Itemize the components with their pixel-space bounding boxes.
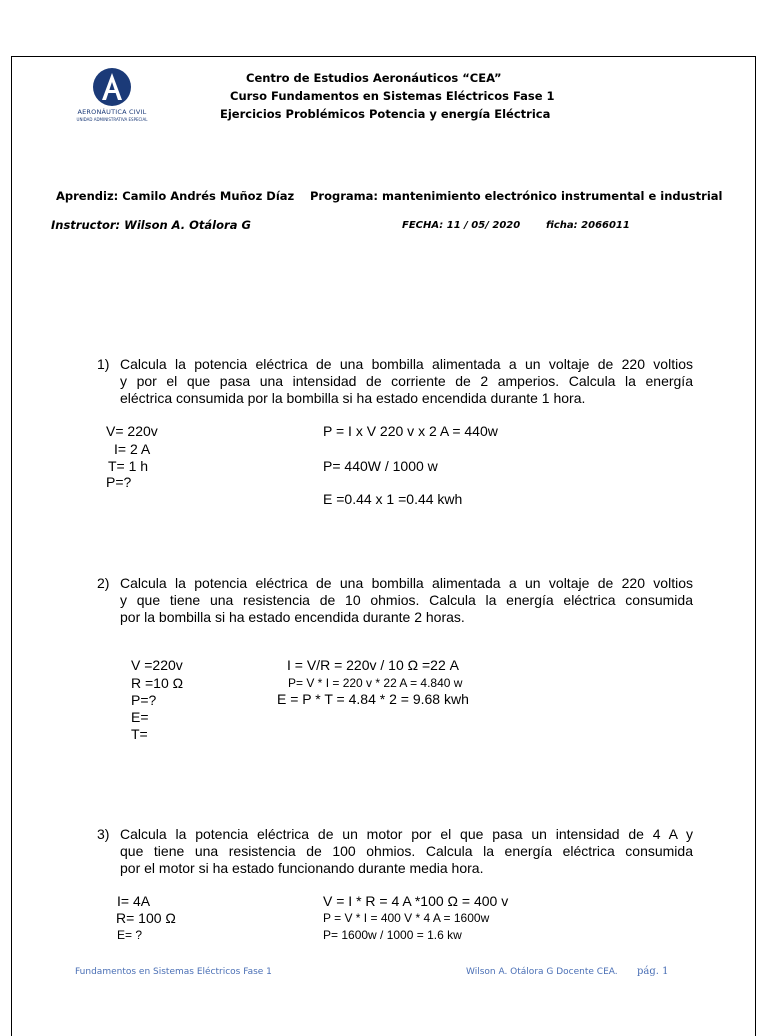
fecha-label: FECHA: 11 / 05/ 2020: [402, 220, 521, 231]
question-text-line: por la bombilla si ha estado encendida durante 2 horas.: [120, 609, 465, 625]
footer-instructor: Wilson A. Otálora G Docente CEA.: [466, 967, 618, 977]
given-value: T=: [131, 726, 148, 742]
given-value: V= 220v: [106, 423, 158, 439]
instructor-label: Instructor: Wilson A. Otálora G: [51, 218, 251, 232]
question-text-line: y que tiene una resistencia de 10 ohmios. Calcula la energía eléctrica consumida: [120, 592, 693, 608]
question-number: 1): [97, 356, 110, 372]
header-course: Curso Fundamentos en Sistemas Eléctricos Fase 1: [230, 89, 555, 103]
work-step: P= 440W / 1000 w: [323, 458, 438, 474]
given-value: R= 100 Ω: [116, 910, 176, 926]
work-step: E = P * T = 4.84 * 2 = 9.68 kwh: [277, 691, 469, 707]
question-text-line: que tiene una resistencia de 100 ohmios. Calcula la energía eléctrica consumida: [120, 843, 693, 859]
footer-course: Fundamentos en Sistemas Eléctricos Fase 1: [75, 967, 272, 977]
header-exercise-title: Ejercicios Problémicos Potencia y energía Eléctrica: [220, 107, 551, 121]
given-value: R =10 Ω: [131, 675, 184, 691]
work-step: P = I x V 220 v x 2 A = 440w: [323, 423, 498, 439]
aprendiz-label: Aprendiz: Camilo Andrés Muñoz Díaz: [56, 189, 295, 203]
given-value: I= 2 A: [114, 441, 151, 457]
header-institution: Centro de Estudios Aeronáuticos “CEA”: [246, 71, 502, 85]
question-text-line: por el motor si ha estado funcionando durante media hora.: [120, 860, 484, 876]
work-step: V = I * R = 4 A *100 Ω = 400 v: [323, 893, 509, 909]
work-step: P= V * I = 220 v * 22 A = 4.840 w: [288, 676, 463, 690]
logo-a-icon: [70, 66, 154, 108]
given-value: P=?: [106, 474, 132, 490]
question-text-line: y por el que pasa una intensidad de corriente de 2 amperios. Calcula la energía: [120, 373, 693, 389]
question-text-line: Calcula la potencia eléctrica de una bombilla alimentada a un voltaje de 220 voltios: [120, 575, 693, 591]
given-value: T= 1 h: [108, 458, 149, 474]
logo-sublabel: UNIDAD ADMINISTRATIVA ESPECIAL: [76, 117, 148, 122]
work-step: E =0.44 x 1 =0.44 kwh: [323, 491, 463, 507]
given-value: P=?: [131, 692, 157, 708]
footer-page-number: pág. 1: [637, 966, 669, 977]
work-step: P = V * I = 400 V * 4 A = 1600w: [323, 911, 490, 925]
question-number: 2): [97, 575, 110, 591]
given-value: E=: [131, 709, 149, 725]
work-step: P= 1600w / 1000 = 1.6 kw: [323, 928, 462, 942]
aeronautica-civil-logo: [70, 66, 154, 124]
question-text-line: eléctrica consumida por la bombilla si ha estado encendida durante 1 hora.: [120, 390, 586, 406]
page-border: [11, 56, 756, 1036]
given-value: E= ?: [117, 928, 143, 942]
given-value: V =220v: [131, 657, 183, 673]
programa-label: Programa: mantenimiento electrónico instrumental e industrial: [310, 189, 723, 203]
logo-label: AERONÁUTICA CIVIL: [77, 108, 147, 116]
given-value: I= 4A: [117, 893, 151, 909]
question-text-line: Calcula la potencia eléctrica de una bombilla alimentada a un voltaje de 220 voltios: [120, 356, 693, 372]
question-text-line: Calcula la potencia eléctrica de un motor por el que pasa un intensidad de 4 A y: [120, 826, 693, 842]
work-step: I = V/R = 220v / 10 Ω =22 A: [287, 657, 459, 673]
question-number: 3): [97, 826, 110, 842]
ficha-label: ficha: 2066011: [546, 220, 630, 231]
